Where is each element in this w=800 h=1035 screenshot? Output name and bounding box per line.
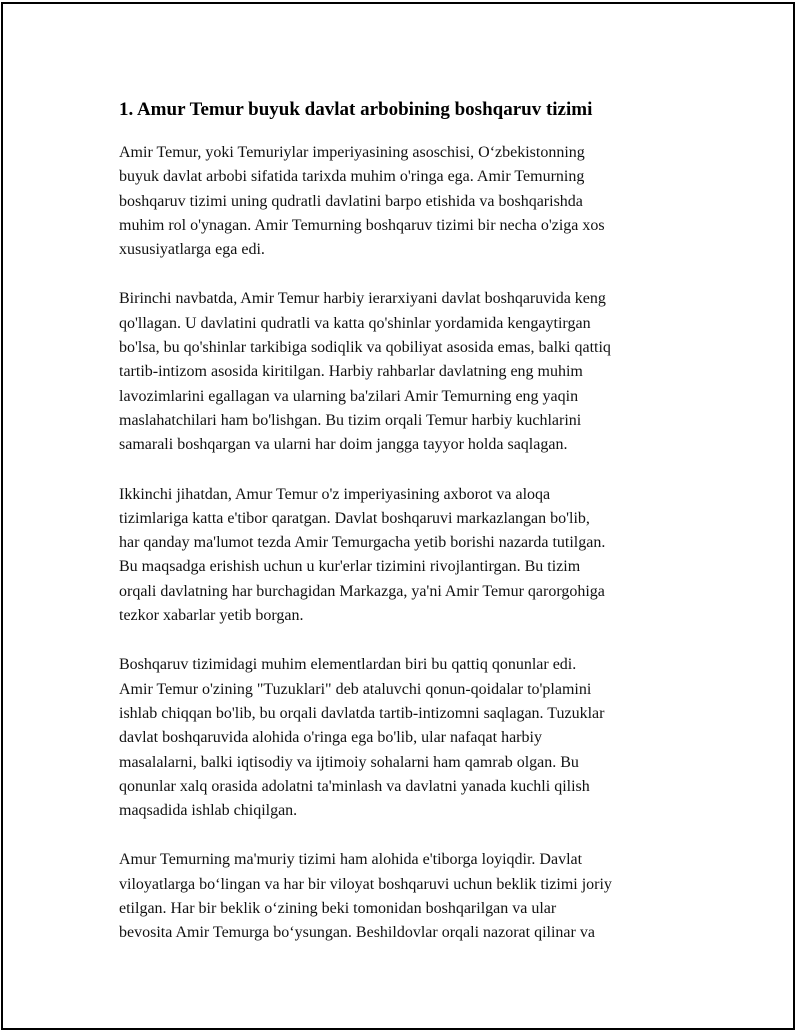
- document-body: [119, 97, 693, 971]
- paragraph-laws-tuzuklar: Boshqaruv tizimidagi muhim elementlardan biri bu qattiq qonunlar edi. Amir Temur o'zining "Tuzuklari" deb ataluvchi qonun-qoidalar to'plamini ishlab chiqqan bo'lib, bu orqali davlatda tartib-intizomni saqlagan. Tuzuklar davlat boshqaruvida alohida o'ringa ega bo'lib, ular nafaqat harbiy masalalarni, balki iqtisodiy va ijtimoiy sohalarni ham qamrab olgan. Bu qonunlar xalq orasida adolatni ta'minlash va davlatni yanada kuchli qilish maqsadida ishlab chiqilgan.: [119, 656, 605, 820]
- paragraph-military-hierarchy: Birinchi navbatda, Amir Temur harbiy ierarxiyani davlat boshqaruvida keng qo'llagan. U davlatini qudratli va katta qo'shinlar yordamida kengaytirgan bo'lsa, bu qo'shinlar tarkibiga sodiqlik va qobiliyat asosida emas, balki qattiq tartib-intizom asosida kiritilgan. Harbiy rahbarlar davlatning eng muhim lavozimlarini egallagan va ularning ba'zilari Amir Temurning eng yaqin maslahatchilari ham bo'lishgan. Bu tizim orqali Temur harbiy kuchlarini samarali boshqargan va ularni har doim jangga tayyor holda saqlagan.: [119, 290, 611, 454]
- section-title: 1. Amur Temur buyuk davlat arbobining boshqaruv tizimi: [119, 99, 593, 120]
- paragraph-communication-system: Ikkinchi jihatdan, Amur Temur o'z imperiyasining axborot va aloqa tizimlariga katta e'tibor qaratgan. Davlat boshqaruvi markazlangan bo'lib, har qanday ma'lumot tezda Amir Temurgacha yetib borishi nazarda tutilgan. Bu maqsadga erishish uchun u kur'erlar tizimini rivojlantirgan. Bu tizim orqali davlatning har burchagidan Markazga, ya'ni Amir Temur qarorgohiga tezkor xabarlar yetib borgan.: [119, 485, 606, 625]
- paragraph-intro: Amir Temur, yoki Temuriylar imperiyasining asoschisi, O‘zbekistonning buyuk davlat arbobi sifatida tarixda muhim o'ringa ega. Amir Temurning boshqaruv tizimi uning qudratli davlatini barpo etishida va boshqarishda muhim rol o'ynagan. Amir Temurning boshqaruv tizimi bir necha o'ziga xos xususiyatlarga ega edi.: [119, 144, 605, 259]
- document-page: [1, 2, 795, 1030]
- paragraph-administrative-system: Amur Temurning ma'muriy tizimi ham alohida e'tiborga loyiqdir. Davlat viloyatlarga bo‘lingan va har bir viloyat boshqaruvi uchun beklik tizimi joriy etilgan. Har bir beklik o‘zining beki tomonidan boshqarilgan va ular bevosita Amir Temurga bo‘ysungan. Beshildovlar orqali nazorat qilinar va: [119, 851, 612, 942]
